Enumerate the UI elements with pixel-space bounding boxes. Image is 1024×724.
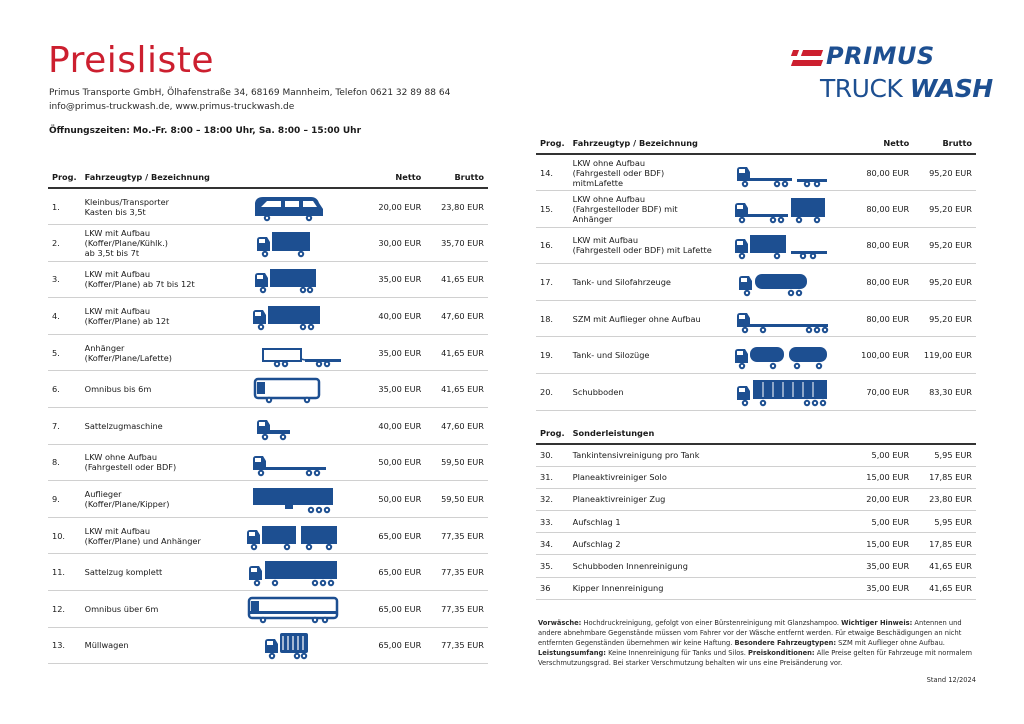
prog-number: 14.: [536, 154, 569, 191]
table-row: [536, 300, 976, 337]
service-name: Aufschlag 1: [569, 511, 851, 533]
prog-number: 8.: [48, 444, 81, 481]
brutto-price: 47,60 EUR: [425, 408, 488, 445]
table-row: [536, 533, 976, 555]
prog-number: 10.: [48, 517, 81, 554]
brutto-price: 59,50 EUR: [425, 481, 488, 518]
semi-truck-icon: [245, 556, 345, 588]
vehicle-icon-cell: [228, 408, 363, 445]
vehicle-type: [81, 481, 228, 518]
vehicle-icon-cell: [228, 298, 363, 335]
vehicle-icon-cell: [716, 154, 851, 191]
column-header-special-services: Sonderleistungen: [569, 422, 851, 444]
vehicle-type-line: (Koffer/Plane/Lafette): [84, 352, 172, 363]
prog-number: 30.: [536, 444, 569, 466]
brutto-price: 95,20 EUR: [913, 191, 976, 228]
netto-price: 65,00 EUR: [363, 554, 426, 591]
chassis-with-trailer-icon: [733, 193, 833, 225]
vehicle-type-line: Kasten bis 3,5t: [84, 206, 146, 217]
vehicle-type: [81, 298, 228, 335]
table-row: [48, 408, 488, 445]
prog-number: 36: [536, 577, 569, 599]
service-name: Planeaktivreiniger Solo: [569, 466, 851, 488]
netto-price: 80,00 EUR: [851, 154, 914, 191]
netto-price: 65,00 EUR: [363, 627, 426, 664]
table-row: [536, 511, 976, 533]
vehicle-type-line: (Koffer/Plane) ab 12t: [84, 316, 170, 327]
vehicle-type-line: ab 3,5t bis 7t: [84, 247, 140, 258]
brutto-price: 95,20 EUR: [913, 227, 976, 264]
brutto-price: 41,65 EUR: [425, 371, 488, 408]
vehicle-type: [81, 371, 228, 408]
vehicle-type: [81, 627, 228, 664]
table-row: [48, 444, 488, 481]
service-name: Aufschlag 2: [569, 533, 851, 555]
chassis-with-lafette-icon: [733, 157, 833, 189]
table-row: [48, 371, 488, 408]
footnote-body: Alle Preise gelten für Fahrzeuge mit normalem Verschmutzungsgrad. Bei starker Verschmutzung behalten wir uns eine Preisänderung vor.: [538, 649, 973, 667]
service-name: Schubboden Innenreinigung: [569, 555, 851, 577]
netto-price: 20,00 EUR: [850, 488, 913, 510]
vehicle-type: [569, 227, 716, 264]
brutto-price: 59,50 EUR: [425, 444, 488, 481]
netto-price: 80,00 EUR: [851, 300, 914, 337]
prog-number: 33.: [536, 511, 569, 533]
table-row: [536, 191, 976, 228]
vehicle-icon-cell: [228, 627, 363, 664]
netto-price: 70,00 EUR: [851, 374, 914, 411]
brutto-price: 23,80 EUR: [913, 488, 976, 510]
prog-number: 12.: [48, 591, 81, 628]
brutto-price: 17,85 EUR: [913, 466, 976, 488]
netto-price: 5,00 EUR: [850, 511, 913, 533]
footnote-heading: Wichtiger Hinweis:: [841, 619, 913, 627]
netto-price: 65,00 EUR: [363, 517, 426, 554]
large-bus-icon: [245, 593, 345, 625]
vehicle-type-line: (Fahrgestell oder BDF) mit Lafette: [572, 245, 712, 256]
column-header-prog: Prog.: [536, 422, 569, 444]
vehicle-type: [569, 154, 716, 191]
vehicle-type-line: (Fahrgestell oder BDF) mitmLafette: [572, 167, 665, 188]
vehicle-icon-cell: [228, 188, 363, 225]
tractor-unit-icon: [245, 410, 345, 442]
netto-price: 50,00 EUR: [363, 481, 426, 518]
vehicle-type-line: (Koffer/Plane/Kühlk.): [84, 237, 168, 248]
netto-price: 35,00 EUR: [363, 371, 426, 408]
column-header-brutto: Brutto: [425, 166, 488, 188]
column-header-netto: Netto: [363, 166, 426, 188]
netto-price: 20,00 EUR: [363, 188, 426, 225]
brutto-price: 23,80 EUR: [425, 188, 488, 225]
vehicle-type-line: LKW ohne Aufbau: [572, 193, 646, 204]
semi-trailer-icon: [245, 483, 345, 515]
box-truck-icon: [245, 263, 345, 295]
vehicle-type: [81, 261, 228, 298]
vehicle-icon-cell: [228, 371, 363, 408]
footnote-heading: Preiskonditionen:: [748, 649, 815, 657]
vehicle-type-line: Omnibus bis 6m: [84, 384, 152, 395]
brutto-price: 77,35 EUR: [425, 591, 488, 628]
table-header-row: [48, 166, 488, 188]
stand-date: Stand 12/2024: [926, 676, 976, 684]
tank-train-icon: [733, 339, 833, 371]
service-name: Kipper Innenreinigung: [569, 577, 851, 599]
vehicle-type-line: (Koffer/Plane/Kipper): [84, 499, 170, 510]
netto-price: 40,00 EUR: [363, 298, 426, 335]
table-row: [536, 337, 976, 374]
vehicle-type-line: Sattelzugmaschine: [84, 420, 163, 431]
vehicle-type-line: LKW mit Aufbau: [84, 227, 151, 238]
vehicle-type: [569, 337, 716, 374]
garbage-truck-icon: [245, 629, 345, 661]
vehicle-type: [81, 554, 228, 591]
prog-number: 34.: [536, 533, 569, 555]
vehicle-type-line: LKW mit Aufbau: [84, 525, 151, 536]
vehicle-type: [569, 191, 716, 228]
prog-number: 9.: [48, 481, 81, 518]
prog-number: 2.: [48, 225, 81, 262]
netto-price: 40,00 EUR: [363, 408, 426, 445]
brutto-price: 41,65 EUR: [913, 555, 976, 577]
prog-number: 13.: [48, 627, 81, 664]
brutto-price: 77,35 EUR: [425, 517, 488, 554]
footnote-heading: Besondere Fahrzeugtypen:: [734, 639, 837, 647]
prog-number: 3.: [48, 261, 81, 298]
small-bus-icon: [245, 373, 345, 405]
netto-price: 15,00 EUR: [850, 533, 913, 555]
table-row: [48, 225, 488, 262]
vehicle-type: [569, 300, 716, 337]
vehicle-type-line: Müllwagen: [84, 640, 129, 651]
vehicle-icon-cell: [228, 554, 363, 591]
brutto-price: 77,35 EUR: [425, 627, 488, 664]
table-row: [48, 334, 488, 371]
small-box-truck-icon: [245, 227, 345, 259]
vehicle-type: [81, 591, 228, 628]
page-title: Preisliste: [48, 40, 215, 81]
netto-price: 35,00 EUR: [850, 577, 913, 599]
brutto-price: 41,65 EUR: [425, 261, 488, 298]
brutto-price: 5,95 EUR: [913, 444, 976, 466]
table-row: [536, 555, 976, 577]
brutto-price: 41,65 EUR: [913, 577, 976, 599]
column-header-prog: Prog.: [48, 166, 81, 188]
vehicle-type-line: Sattelzug komplett: [84, 567, 163, 578]
prog-number: 17.: [536, 264, 569, 301]
table-row: [536, 444, 976, 466]
vehicle-type-line: Kleinbus/Transporter: [84, 196, 170, 207]
logo-truckwash-text: TRUCK WASH: [820, 74, 993, 103]
vehicle-price-table-right: [536, 132, 976, 411]
special-services-table: [536, 422, 976, 600]
netto-price: 80,00 EUR: [851, 264, 914, 301]
van-icon: [245, 191, 345, 223]
vehicle-type-line: LKW mit Aufbau: [84, 306, 151, 317]
logo-primus-text: PRIMUS: [826, 42, 935, 70]
netto-price: 30,00 EUR: [363, 225, 426, 262]
column-header-brutto: Brutto: [913, 132, 976, 154]
netto-price: 50,00 EUR: [363, 444, 426, 481]
table-row: [48, 481, 488, 518]
table-row: [48, 554, 488, 591]
vehicle-type-line: SZM mit Auflieger ohne Aufbau: [572, 313, 701, 324]
table-row: [536, 488, 976, 510]
prog-number: 32.: [536, 488, 569, 510]
table-row: [536, 374, 976, 411]
brutto-price: 95,20 EUR: [913, 264, 976, 301]
prog-number: 16.: [536, 227, 569, 264]
service-name: Planeaktivreiniger Zug: [569, 488, 851, 510]
vehicle-type-line: Schubboden: [572, 386, 624, 397]
column-header-netto: Netto: [851, 132, 914, 154]
vehicle-icon-cell: [228, 517, 363, 554]
table-row: [48, 188, 488, 225]
netto-price: 80,00 EUR: [851, 191, 914, 228]
vehicle-icon-cell: [716, 374, 851, 411]
prog-number: 20.: [536, 374, 569, 411]
netto-price: 35,00 EUR: [363, 261, 426, 298]
vehicle-type-line: (Koffer/Plane) ab 7t bis 12t: [84, 279, 195, 290]
footnote-body: Antennen und andere abnehmbare Gegenstände müssen vom Fahrer vor der Wäsche entfernt werden. Für etwaige Beschädigungen an nicht entfernten Gegenständen übernehmen wir keine Haftung.: [538, 619, 962, 647]
footnote-text: [538, 618, 978, 668]
vehicle-type-line: Tank- und Silofahrzeuge: [572, 277, 671, 288]
vehicle-price-table-left: [48, 166, 488, 664]
prog-number: 35.: [536, 555, 569, 577]
vehicle-type: [81, 408, 228, 445]
prog-number: 15.: [536, 191, 569, 228]
vehicle-type-line: (Fahrgestell oder BDF): [84, 462, 177, 473]
brutto-price: 83,30 EUR: [913, 374, 976, 411]
vehicle-type-line: Omnibus über 6m: [84, 603, 159, 614]
brutto-price: 41,65 EUR: [425, 334, 488, 371]
vehicle-type-line: LKW mit Aufbau: [84, 269, 151, 280]
footnote-body: Hochdruckreinigung, gefolgt von einer Bürstenreinigung mit Glanzshampoo.: [581, 619, 842, 627]
vehicle-type-line: LKW ohne Aufbau: [84, 452, 158, 463]
brutto-price: 95,20 EUR: [913, 154, 976, 191]
primus-truck-wash-logo: [790, 42, 993, 104]
vehicle-type: [81, 188, 228, 225]
vehicle-type-line: Anhänger: [84, 342, 125, 353]
netto-price: 5,00 EUR: [850, 444, 913, 466]
service-name: Tankintensivreinigung pro Tank: [569, 444, 851, 466]
brutto-price: 35,70 EUR: [425, 225, 488, 262]
vehicle-type-line: Auflieger: [84, 489, 122, 500]
column-header-type: Fahrzeugtyp / Bezeichnung: [81, 166, 228, 188]
trailer-icon: [245, 337, 345, 369]
netto-price: 15,00 EUR: [850, 466, 913, 488]
vehicle-type-line: (Fahrgestelloder BDF) mit Anhänger: [572, 203, 678, 224]
vehicle-icon-cell: [228, 334, 363, 371]
truck-with-trailer-icon: [245, 520, 345, 552]
vehicle-type-line: LKW ohne Aufbau: [572, 157, 646, 168]
vehicle-type: [81, 444, 228, 481]
table-header-row: [536, 132, 976, 154]
vehicle-icon-cell: [228, 591, 363, 628]
column-header-prog: Prog.: [536, 132, 569, 154]
prog-number: 18.: [536, 300, 569, 337]
vehicle-icon-cell: [228, 261, 363, 298]
table-row: [48, 517, 488, 554]
prog-number: 11.: [48, 554, 81, 591]
footnote-heading: Leistungsumfang:: [538, 649, 606, 657]
tank-truck-icon: [733, 266, 833, 298]
table-row: [536, 264, 976, 301]
opening-hours: Öffnungszeiten: Mo.-Fr. 8:00 – 18:00 Uhr, Sa. 8:00 – 15:00 Uhr: [49, 126, 362, 136]
column-header-type: Fahrzeugtyp / Bezeichnung: [569, 132, 716, 154]
vehicle-icon-cell: [716, 191, 851, 228]
prog-number: 6.: [48, 371, 81, 408]
vehicle-icon-cell: [716, 337, 851, 374]
vehicle-icon-cell: [716, 300, 851, 337]
chassis-truck-icon: [245, 446, 345, 478]
vehicle-icon-cell: [228, 225, 363, 262]
brutto-price: 17,85 EUR: [913, 533, 976, 555]
vehicle-type: [569, 374, 716, 411]
table-row: [536, 466, 976, 488]
walking-floor-icon: [733, 376, 833, 408]
footnote-heading: Vorwäsche:: [538, 619, 582, 627]
company-address: Primus Transporte GmbH, Ölhafenstraße 34, 68169 Mannheim, Telefon 0621 32 89 88 64: [49, 88, 451, 98]
netto-price: 100,00 EUR: [851, 337, 914, 374]
vehicle-type-line: (Koffer/Plane) und Anhänger: [84, 535, 201, 546]
brutto-price: 119,00 EUR: [913, 337, 976, 374]
box-truck-with-lafette-icon: [733, 229, 833, 261]
footnote-body: SZM mit Auflieger ohne Aufbau.: [836, 639, 945, 647]
footnote-body: Keine Innenreinigung für Tanks und Silos.: [605, 649, 749, 657]
table-row: [48, 627, 488, 664]
table-row: [48, 261, 488, 298]
netto-price: 35,00 EUR: [363, 334, 426, 371]
table-row: [536, 577, 976, 599]
company-contact: info@primus-truckwash.de, www.primus-truckwash.de: [49, 102, 295, 112]
vehicle-type: [81, 334, 228, 371]
vehicle-type-line: LKW mit Aufbau: [572, 235, 639, 246]
prog-number: 31.: [536, 466, 569, 488]
tractor-with-flatbed-icon: [733, 303, 833, 335]
prog-number: 4.: [48, 298, 81, 335]
vehicle-icon-cell: [228, 481, 363, 518]
prog-number: 7.: [48, 408, 81, 445]
netto-price: 35,00 EUR: [850, 555, 913, 577]
table-row: [536, 154, 976, 191]
brutto-price: 95,20 EUR: [913, 300, 976, 337]
table-row: [48, 298, 488, 335]
vehicle-icon-cell: [228, 444, 363, 481]
large-box-truck-icon: [245, 300, 345, 332]
netto-price: 65,00 EUR: [363, 591, 426, 628]
vehicle-icon-cell: [716, 227, 851, 264]
vehicle-type: [81, 517, 228, 554]
vehicle-type: [81, 225, 228, 262]
table-header-row: [536, 422, 976, 444]
brutto-price: 47,60 EUR: [425, 298, 488, 335]
vehicle-type: [569, 264, 716, 301]
vehicle-type-line: Tank- und Silozüge: [572, 350, 650, 361]
table-row: [536, 227, 976, 264]
prog-number: 19.: [536, 337, 569, 374]
brutto-price: 77,35 EUR: [425, 554, 488, 591]
table-row: [48, 591, 488, 628]
netto-price: 80,00 EUR: [851, 227, 914, 264]
prog-number: 1.: [48, 188, 81, 225]
vehicle-icon-cell: [716, 264, 851, 301]
prog-number: 5.: [48, 334, 81, 371]
brutto-price: 5,95 EUR: [913, 511, 976, 533]
